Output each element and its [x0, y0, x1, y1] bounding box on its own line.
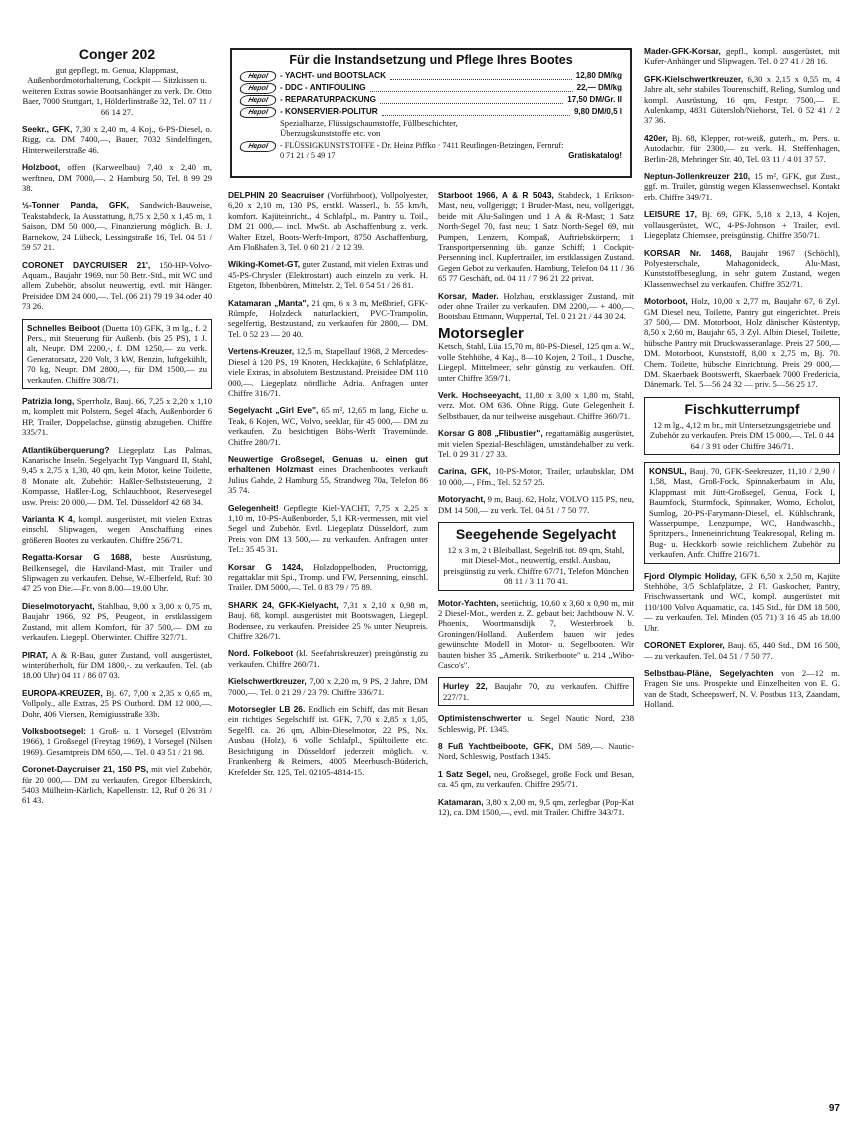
- ad-title: Katamaran „Manta",: [228, 297, 309, 308]
- ad-text: Bauj. 65, 440 Std., DM 16 500,— zu verkaufen. Tel. 04 51 / 7 50 77.: [644, 640, 840, 661]
- classified-ad: [22, 445, 212, 507]
- ad-title: Starboot 1966, A & R 5043,: [438, 190, 554, 200]
- classified-ad: [644, 571, 840, 633]
- leader-dots: [390, 72, 572, 80]
- classified-ad: [22, 124, 212, 155]
- ad-title: Seekr., GFK,: [22, 124, 73, 135]
- classified-ad: [22, 514, 212, 545]
- product-price: 22,— DM/kg: [576, 83, 622, 92]
- classified-ad: [22, 162, 212, 193]
- ad-text: Holzdoppelboden, Proctorrigg, regattaklar mit Spi., Tromp. und FW, Persenning, einschl. Trailer. DM 5000,—. Tel. 0 83 79 / 75 89.: [228, 561, 428, 593]
- ad-title: LEISURE 17,: [644, 209, 697, 220]
- ad-text: 12 x 3 m, 2 t Bleiballast, Segelriß tot. 89 qm, Stahl, mit Diesel-Mot., neuwertig, erstkl. Ausbau, preisgünstig zu verk. Chiffre 67/71, Telefon München 08 11 / 3 11 70 41.: [443, 544, 629, 587]
- ad-text: 15 m², GFK, gut Zust., ggf. m. Trailer, günstig wegen Klassenwechsel. Kontakt erb. Chiffre 349/71.: [644, 171, 840, 202]
- ad-text: A & R-Bau, guter Zustand, voll ausgerüstet, winterüberholt, für DM 1800,-. zu verkaufen. Tel. (ab 18.00 Uhr) 04 11 / 86 07 03.: [22, 649, 212, 681]
- ad-text: u. Segel Nautic Nord, 238 Schleswig, Pf. 1345.: [438, 713, 634, 734]
- leader-dots: [382, 108, 570, 116]
- classified-ad: [228, 454, 428, 496]
- product-name: - KONSERVIER-POLITUR: [280, 107, 378, 116]
- ad-text: 1 Groß- u. 1 Vorsegel (Elvström 1966), 1 Großsegel (Freytag 1969), 1 Vorsegel (Nilsen 1969). Gesamtpreis DM 650,—. Tel. 0 43 51 / 21 98.: [22, 725, 212, 757]
- column-3: [438, 190, 634, 825]
- ad-title: Kielschwertkreuzer,: [228, 676, 307, 687]
- ad-title: Regatta-Korsar G 1688,: [22, 552, 132, 563]
- product-price: 17,50 DM/Gr. II: [567, 95, 622, 104]
- classified-ad: [228, 600, 428, 642]
- classified-ad: [644, 296, 840, 390]
- ad-title: Verk. Hochseeyacht,: [438, 389, 522, 400]
- ad-text: seetüchtig, 10,60 x 3,60 x 0,90 m, mit 2 Diesel-Mot., werden z. Z. gebaut bei: Jachtbouw N. V. Phoenix, Woortmansdijk 7, Westerbroek b. Groningen/Holland. Außerdem bauen wir jedes gewünschte Modell in Motor- u. Segelbooten. Wir bauten bisher 35 „Amerik. Strikerboote" u. 214 „Wibo-Casco's".: [438, 597, 634, 671]
- ad-text: 12,5 m, Stapellauf 1968, 2 Mercedes-Diesel à 120 PS, 19 Knoten, Heckkajüte, 6 Schlafplätze, viele Extras, in absolutem Bestzustand. Preisidee DM 110 000,—. Liegeplatz nördliche Adria. Anfragen unter Chiffre 316/71.: [228, 346, 428, 398]
- ad-text: Stahlbau, 9,00 x 3,00 x 0,75 m, Baujahr 1966, 92 PS, Peugeot, in erstklassigem Zustand, mit allem Komfort, für 37 500,— DM zu verkaufen. Liegepl. Oberwinter. Chiffre 327/71.: [22, 600, 212, 643]
- ad-title: Neptun-Jollenkreuzer 210,: [644, 171, 751, 182]
- banner-product-row: [240, 82, 622, 94]
- classified-ad: [228, 346, 428, 398]
- classified-ad: [228, 405, 428, 447]
- classified-ad: [22, 601, 212, 643]
- classified-ad: [644, 640, 840, 661]
- ad-text: 3,80 x 2,00 m, 9,5 qm, zerlegbar (Pop-Kat 12), ca. DM 1500,—, evtl. mit Trailer. Chiffre 343/71.: [438, 796, 634, 818]
- ad-title: Fjord Olympic Holiday,: [644, 570, 737, 581]
- ad-text: regattamäßig ausgerüstet, mit vielen Spezial-Beschlägen, umständehalber zu verk. Tel. 0 29 31 / 27 33.: [438, 428, 634, 459]
- ad-title: Korsar G 1424,: [228, 561, 304, 572]
- classified-ad: [438, 769, 634, 790]
- hepol-logo-icon: Hepol: [239, 141, 277, 152]
- classified-ad: [438, 291, 634, 322]
- ad-title: Mader-GFK-Korsar,: [644, 46, 721, 56]
- page-number: 97: [828, 1103, 840, 1114]
- banner-product-list: [240, 70, 622, 118]
- ad-title: Coronet-Daycruiser 21, 150 PS,: [22, 764, 149, 775]
- ad-title: Motor-Yachten,: [438, 597, 499, 608]
- ad-title: Varianta K 4,: [22, 514, 76, 525]
- classified-ad: [438, 741, 634, 762]
- ad-text: eines Drachenbootes verkauft Julius Gahde, 2 Hamburg 55, Strandweg 70a, Telefon 86 35 74.: [228, 464, 428, 496]
- classified-ad: [438, 190, 634, 284]
- ad-text: mit viel Zubehör, für 20 000,— DM zu verkaufen. Gregor Elberskirch, 5403 Mülheim-Kärlich, Kapellenstr. 12, Ruf 0 26 31 / 61 43.: [22, 764, 212, 806]
- classified-ad: [438, 324, 634, 383]
- classified-ad: [228, 648, 428, 669]
- classified-ad: [644, 133, 840, 164]
- classified-ad: [438, 390, 634, 421]
- classified-ad: [22, 726, 212, 757]
- ad-text: 12 m lg., 4,12 m br., mit Untersetzungsgetriebe und Zubehör zu verkaufen. Preis DM 15 000,—. Tel. 0 44 64 / 3 91 oder Chiffre 346/71.: [649, 419, 835, 451]
- classified-ad: [438, 677, 634, 706]
- ad-title: Korsar, Mader.: [438, 290, 499, 301]
- column-4: [644, 46, 840, 717]
- classified-ad: [438, 713, 634, 734]
- classified-ad: [644, 397, 840, 455]
- ad-title: Katamaran,: [438, 796, 484, 807]
- ad-text: Bj. 67, 7,00 x 2,35 x 0,65 m, Vollpoly., alle Extras, 25 PS Outbord. DM 12 000,—. Dohr, 406 Viersen, Remigiusstraße 33b.: [22, 687, 212, 719]
- hepol-logo-icon: Hepol: [239, 107, 277, 118]
- banner-footer-text: - FLÜSSIGKUNSTSTOFFE - Dr. Heinz Piffko · 7411 Reutlingen-Betzingen, Fernruf: 0 71 21 / 5 49 17: [280, 141, 564, 160]
- classified-ad: [644, 46, 840, 67]
- ad-title: CORONET Explorer,: [644, 640, 725, 651]
- leader-dots: [370, 84, 573, 92]
- classified-ad: [438, 466, 634, 487]
- ad-title: Motoryacht,: [438, 494, 486, 505]
- ad-text: GFK 6,50 x 2,50 m, Kajüte Stehhöhe, 3/5 Schlafplätze, 2 Fl. Gaskocher, Pantry, Frischwassertank und WC, kompl. ausgerüstet mit 110/100 Volvo Aquamatic, ca. 145 Std., für DM 18 500,— zu verkaufen. Tel. Minden (05 71) 3 16 45 ab 18.00 Uhr.: [644, 570, 840, 633]
- hepol-logo-icon: Hepol: [239, 83, 277, 94]
- ad-headline: Seegehende Segelyacht: [455, 525, 617, 542]
- ad-text: Endlich ein Schiff, das mit Besan ein richtiges Segelschiff ist. GFK, 7,70 x 2,85 x 1,05, Segelfl. ca. 26 qm, Albin-Dieselmotor, 22 PS, Nx. Ausbau (Holz), 6 volle Schlafpl., Spültoilette etc. Besichtigung in Düsseldorf jederzeit möglich. v. Frankenberg & Reimers, 4005 Meerbusch-Büderich, Krefelder Str. 125, Tel. 02105-4814-15.: [228, 704, 428, 777]
- ad-text: (Vorführboot), Vollpolyester, 6,20 x 2,10 m, 130 PS, erstkl. Wasserl., b. 55 km/h, komfort. Kajüteinricht., 4 Schlafpl., m. Pantry u. Toil., DM 21 000,— incl. MwSt. ab Aschaffenburg z. verk. Walter Etzel, Boots-Werft-Import, 8750 Aschaffenburg, Am Floßhafen 3, Tel. 0 60 21 / 2 12 39.: [228, 190, 428, 253]
- banner-note-2: Überzugskunststoffe etc. von: [280, 128, 381, 138]
- ad-title: Holzboot,: [22, 162, 61, 173]
- classified-ad: [438, 797, 634, 818]
- ad-title: Schnelles Beiboot: [27, 322, 100, 333]
- banner-product-row: [240, 106, 622, 118]
- ad-text: Holz, 10,00 x 2,77 m, Baujahr 67, 6 Zyl. GM Diesel neu, Toilette, Pantry gut eingerichtet. Preis 37 500,— DM. Motorboot, Holz dänischer Küstentyp, 8,50 x 2,60 m, Baujahr 65, 3 Zyl. Albin Diesel, Toilette, hübsche Pantry mit Druckwasseranlage. Preis 27 500,— DM. Motorboot, Kunststoff, 8,00 x 2,75 m, Bj. 70. Chem. Toilette, hübsche Einrichtung. Preis 29 000,— DM. Skaerbaek Bootswerft, Skaerbaek 7000 Fredericia, Dänemark. Tel. 5—56 24 32 — priv. 5—56 25 17.: [644, 296, 840, 390]
- banner-title: Für die Instandsetzung und Pflege Ihres Bootes: [289, 53, 573, 67]
- ad-text: Baujahr 1967 (Schöchl), Polyesterschale, Mahagonideck, Alu-Mast, Kunststoffbeseglung, in sehr gutem Zustand, wegen Klassenwechsel zu verkaufen. Chiffre 352/71.: [644, 247, 840, 289]
- ad-text: Sperrholz, Bauj. 66, 7,25 x 2,20 x 1,10 m, komplett mit Polstern, Segel 4fach, Außenborder 6 HP, Trailer, Doppelachse, günstig abzugeben. Chiffre 335/71.: [22, 395, 212, 438]
- column-2: [228, 190, 428, 784]
- ad-text: kompl. ausgerüstet, mit vielen Extras einschl. Slipwagen, wegen Anschaffung eines größeren Bootes zu verkaufen. Chiffre 256/71.: [22, 514, 212, 545]
- banner-product-row: [240, 70, 622, 82]
- ad-text: Sandwich-Bauweise, Teakstabdeck, Ia Ausstattung, 8,75 x 2,50 x 1,45 m, 1 Saison, DM 50 000,—, Finanzierung möglich. B. J. Barnekow, 24 Lübeck, Lessingstraße 16, Tel. 04 51 / 59 57 21.: [22, 200, 212, 253]
- classified-ad: [228, 562, 428, 593]
- ad-title: Volksbootsegel:: [22, 725, 87, 736]
- ad-text: Ketsch, Stahl, Lüa 15,70 m, 80-PS-Diesel, 125 qm a. W., volle Stehhöhe, 4 Kaj., 8—10 Kojen, 2 Toil., 1 Dusche, Liegepl. Mittelmeer, sehr günstig zu verkaufen. Off. unter Chiffre 359/71.: [438, 341, 634, 383]
- ad-text: Liegeplatz Las Palmas, Kanarische Inseln. Segelyacht Typ Vanguard II, Stahl, 9,45 x 2,75 x 1,30, 40 qm, kein Motor, keine Toilette, 8 Monate alt. Zubehör: Haßler-Selbststeuerung, 2 Kompasse, Haßler-Log, Schlauchboot, Reservesegel usw. Preis: 20 000,— DM. Tel. Düsseldorf 42 68 34.: [22, 444, 212, 507]
- ad-title: KONSUL,: [649, 466, 687, 476]
- ad-text: beste Ausrüstung, Beilkensegel, die Haviland-Mast, mit Trailer und Slipwagen zu verkaufen. Dehse, W.-Elberfeld, Ruf: 30 47 25 von Die.—Fr. von 8.00—19.00 Uhr.: [22, 552, 212, 594]
- classified-ad: [644, 668, 840, 710]
- ad-title: EUROPA-KREUZER,: [22, 687, 103, 698]
- product-price: 9,80 DM/0,5 l: [573, 107, 622, 116]
- ad-title: 8 Fuß Yachtbeiboote, GFK,: [438, 741, 554, 752]
- hepol-logo-icon: Hepol: [239, 95, 277, 106]
- ad-text: neu, Großsegel, große Fock und Besan, ca. 45 qm, zu verkaufen. Chiffre 295/71.: [438, 768, 635, 790]
- classified-ad: [22, 688, 212, 719]
- ad-title: SHARK 24, GFK-Kielyacht,: [228, 599, 339, 610]
- ad-title: DELPHIN 20 Seacruiser: [228, 190, 325, 200]
- classified-ad: [228, 259, 428, 290]
- product-name: - DDC - ANTIFOULING: [280, 83, 366, 92]
- ad-title: Nord. Folkeboot: [228, 648, 294, 659]
- product-name: - YACHT- und BOOTSLACK: [280, 71, 386, 80]
- classified-ad: [22, 319, 212, 389]
- ad-text: (kl. Seefahrtskreuzer) preisgünstig zu verkaufen. Chiffre 260/71.: [228, 648, 428, 669]
- ad-title: Vertens-Kreuzer,: [228, 346, 295, 357]
- product-price: 12,80 DM/kg: [575, 71, 622, 80]
- ad-text: 21 qm, 6 x 3 m, Meßbrief, GFK-Rümpfe, Holzdeck naturlackiert, PVC-Trampolin, segelfertig, Bestzustand, zu verkaufen für 2800,— DM. Tel. 0 52 23 — 20 40.: [228, 297, 428, 339]
- ad-title: 1 Satz Segel,: [438, 768, 491, 779]
- classified-ad: [22, 46, 212, 117]
- classified-ad: [438, 494, 634, 515]
- classified-ad: [644, 171, 840, 202]
- ad-title: Carina, GFK,: [438, 466, 491, 477]
- ad-title: GFK-Kielschwertkreuzer,: [644, 73, 744, 84]
- ad-text: gut gepflegt, m. Genua, Klappmast, Außenbordmotorhalterung, Cockpit — Sitzkissen u. weiteren Extras sowie Bootsanhänger zu verk. Dr. Otto Baer, 7000 Stuttgart, 1, Hölderlinstraße 32, Tel. 07 11 / 66 14 27.: [22, 65, 212, 117]
- classified-ad: [22, 552, 212, 594]
- classified-ad: [22, 650, 212, 681]
- ad-title: Segelyacht „Girl Eve",: [228, 405, 319, 416]
- ad-title: Motorboot,: [644, 296, 688, 307]
- paint-advertisement-banner: [230, 48, 632, 178]
- ad-title: Dieselmotoryacht,: [22, 600, 95, 611]
- section-heading: Motorsegler: [438, 324, 524, 342]
- ad-title: Korsar G 808 „Flibustier",: [438, 428, 543, 439]
- classified-ad: [22, 200, 212, 252]
- classified-ad: [22, 764, 212, 806]
- product-name: - REPARATURPACKUNG: [280, 95, 376, 104]
- classified-ad: [644, 462, 840, 564]
- classified-ad: [644, 248, 840, 290]
- banner-product-row: [240, 94, 622, 106]
- ad-title: Neuwertige Großsegel, Genuas u. einen gut erhaltenen Holzmast: [228, 453, 428, 475]
- ad-text: DM 589,—. Nautic-Nord, Schleswig, Postfach 1345.: [438, 741, 634, 762]
- ad-text: Baujahr 70, zu verkaufen. Chiffre 227/71.: [443, 681, 629, 702]
- ad-headline: Conger 202: [78, 46, 156, 62]
- ad-text: 11,80 x 3,00 x 1,80 m, Stahl, verz. Mot. OM 636. Ohne Rigg. Gute Gelegenheit f. Selbstbauer, da nur teilweise ausgebaut. Chiffre 360/71.: [438, 389, 635, 421]
- ad-title: CORONET DAYCRUISER 21',: [22, 259, 151, 270]
- ad-title: KORSAR Nr. 1468,: [644, 247, 732, 258]
- ad-text: 7,30 x 2,40 m, 4 Koj., 6-PS-Diesel, o. Rigg, ca. DM 7400,—, Bauer, 7032 Sindelfingen, Hinterweilerstraße 46.: [22, 124, 213, 155]
- classified-ad: [228, 298, 428, 340]
- ad-text: 6,30 x 2,15 x 0,55 m, 4 Jahre alt, sehr stabiles Tourenschiff, Reling, Sumlog und kompl. Ausrüstung, 16 qm, Festpr. 7500,— E. Aulenkamp, 4831 Gütersloh/Niehorst, Tel. 0 52 41 / 2 37 36.: [644, 73, 840, 126]
- ad-text: 150-HP-Volvo-Aquam., Baujahr 1969, nur 50 Betr.-Std., mit WC und allem Zubehör, absolut neuwertig, evtl. mit Hänger. Preisidee DM 24 000,—. Tel. (06 21) 79 19 34 oder 40 73 26.: [22, 259, 212, 312]
- classified-ad: [22, 396, 212, 438]
- ad-title: PIRAT,: [22, 649, 48, 660]
- banner-footer: [240, 141, 622, 161]
- ad-text: offen (Karweelbau) 7,40 x 2,40 m, werftneu, DM 7000,—. 2 Hamburg 50, Tel. 8 99 29 38.: [22, 162, 212, 194]
- ad-text: Stabdeck, 1 Erikson-Mast, neu, vollgeriggt; 1 Bruder-Mast, neu, vollgeriggt, beide mit Alu-Salingen und 1 A & R-Mast; 1 Satz North-Segel 70, fast neu; 1 Satz North-Segel 69, mit Pumpen, Lenzern, Kompaß, Auftriebskörpern; 1 Transportpersenning üb. ganze Schiff; 1 Cockpit-Persenning incl. Kupfertrailer, im erstklassigen Zustand. Gegen Gebot zu verkaufen. Hamburg, Telefon 04 11 / 36 65 77 Geschäft, od. 04 11 / 7 96 21 22 privat.: [438, 190, 634, 284]
- ad-title: Patrizia long,: [22, 395, 75, 406]
- ad-headline: Fischkutterrumpf: [684, 400, 800, 417]
- classified-ad: [644, 74, 840, 126]
- ad-title: Gelegenheit!: [228, 502, 279, 513]
- classified-ad: [228, 704, 428, 777]
- column-1: [22, 46, 212, 813]
- ad-title: 420er,: [644, 132, 668, 143]
- ad-title: ½-Tonner Panda, GFK,: [22, 200, 129, 211]
- ad-title: Atlantiküberquerung?: [22, 444, 110, 455]
- ad-text: Holzbau, erstklassiger Zustand, mit oder ohne Trailer zu verkaufen. DM 2200,— + 400,—. Bootsbau Ettmann, Wuppertal, Tel. 0 21 21 / 44 30 24.: [438, 290, 634, 322]
- ad-text: gepfl., kompl. ausgerüstet, mit Kufer-Anhänger und Slipwagen. Tel. 0 27 41 / 28 16.: [644, 46, 840, 67]
- classified-ad: [644, 209, 840, 240]
- classified-ad: [228, 503, 428, 555]
- ad-title: Optimistenschwerter: [438, 713, 522, 724]
- ad-text: 65 m², 12,65 m lang, Eiche u. Teak, 6 Kojen, WC, Volvo, seeklar, für 45 000,— DM zu verkaufen. Zu besichtigen Böbs-Werft Travemünde. Chiffre 280/71.: [228, 405, 428, 447]
- ad-title: Selbstbau-Pläne, Segelyachten: [644, 667, 774, 678]
- classified-ad: [228, 190, 428, 252]
- ad-text: Bauj. 70, GFK-Seekreuzer, 11,10 / 2,90 / 1,58, Mast, Groß-Fock, Spinnakerbaum in Alu, Klappmast mit Jütt-Großsegel, Genua, Fock I, Baumfock, Sturmfock, Spinnaker, Womo, Echolot, Sumlog, 20-PS-Farymann-Diesel, el. Kühlschrank, Wasserpumpe, Lenzpumpe, WC, Handwaschb., Spritzpers., Inneneinrichtung Teakresopal, Reling m. Bug- u. Heckkorb sowie reichlichem Zubehör zu verkaufen. Anfr. Chiffre 216/71.: [649, 466, 835, 560]
- ad-text: Bj. 68, Klepper, rot-weiß, guterh., m. Pers. u. Autodachtr. für 2300,— zu verk. H. Steffenhagen, Berlin-28, Mehringer Str. 40, Tel. 03 11 / 4 01 37 57.: [644, 132, 840, 164]
- ad-text: von 2—12 m. Fragen Sie uns. Prospekte und Einzelheiten von E. G. van de Stadt, Scheepswerf, N. V. Postbus 113, Zaandam, Holland.: [644, 667, 840, 710]
- classified-ad: [438, 428, 634, 459]
- ad-text: 7,31 x 2,10 x 0,98 m, Bauj. 68, kompl. ausgerüstet mit Bootswagen, Liegepl. Bodensee, zu verkaufen. Preisidee 25 % unter Neupreis. Chiffre 326/71.: [228, 599, 428, 642]
- leader-dots: [380, 96, 563, 104]
- ad-title: Hurley 22,: [443, 681, 488, 692]
- ad-text: guter Zustand, mit vielen Extras und 45-PS-Chrysler (Elektrostart) auch einzeln zu verk. H. Etgeton, Ibbenbüren, Mittelstr. 2, Tel. 0 54 51 / 26 81.: [228, 259, 428, 291]
- classified-ad: [228, 676, 428, 697]
- ad-title: Wiking-Komet-GT,: [228, 259, 301, 270]
- ad-text: Bj. 69, GFK, 5,18 x 2,13, 4 Kojen, vollausgerüstet, WC, 4-PS-Johnson + Trailer, evtl. Liegeplatz Chiemsee, preisgünstig. Chiffre 350/71.: [644, 209, 840, 241]
- ad-title: Motorsegler LB 26.: [228, 704, 306, 715]
- classified-ad: [438, 598, 634, 671]
- ad-text: 10-PS-Motor, Trailer, urlaubsklar, DM 10 000,—, Ffm., Tel. 52 57 25.: [438, 466, 634, 487]
- banner-footer-tail: Gratiskatalog!: [568, 151, 622, 160]
- classified-ad: [438, 522, 634, 591]
- hepol-logo-icon: Hepol: [239, 71, 277, 82]
- ad-text: Gepflegte Kiel-YACHT, 7,75 x 2,25 x 1,10 m, 10-PS-Außenborder, 5,1 KR-vermessen, mit viel Segel und Zubehör. Evtl. Liegeplatz Düsseldorf, zum Preis von DM 13 500,— zu verkaufen. Anfragen unter Tel.: 35 45 31.: [228, 502, 429, 555]
- classified-ad: [22, 260, 212, 312]
- ad-text: 7,00 x 2,20 m, 9 PS, 2 Jahre, DM 7000,—. Tel. 0 21 29 / 23 79. Chiffre 336/71.: [228, 676, 428, 697]
- banner-note-1: Spezialharze, Flüssigschaumstoffe, Füllbeschichter,: [280, 118, 458, 128]
- ad-text: (Duetta 10) GFK, 3 m lg., f. 2 Pers., mit Steuerung für Außenb. (bis 25 PS), 1 J. alt, Neupr. DM 2200,-, f. DM 1250,— zu verk. Generatorsatz, 220 Volt, 3 kW, Benzin, luftgekühlt, 70 kg, Neupr. DM 2800,—, für DM 1500,— zu verkaufen. Chiffre 308/71.: [27, 322, 208, 385]
- ad-text: 9 m, Bauj. 62, Holz, VOLVO 115 PS, neu, DM 14 500,— zu verk. Tel. 04 51 / 7 50 77.: [438, 494, 634, 515]
